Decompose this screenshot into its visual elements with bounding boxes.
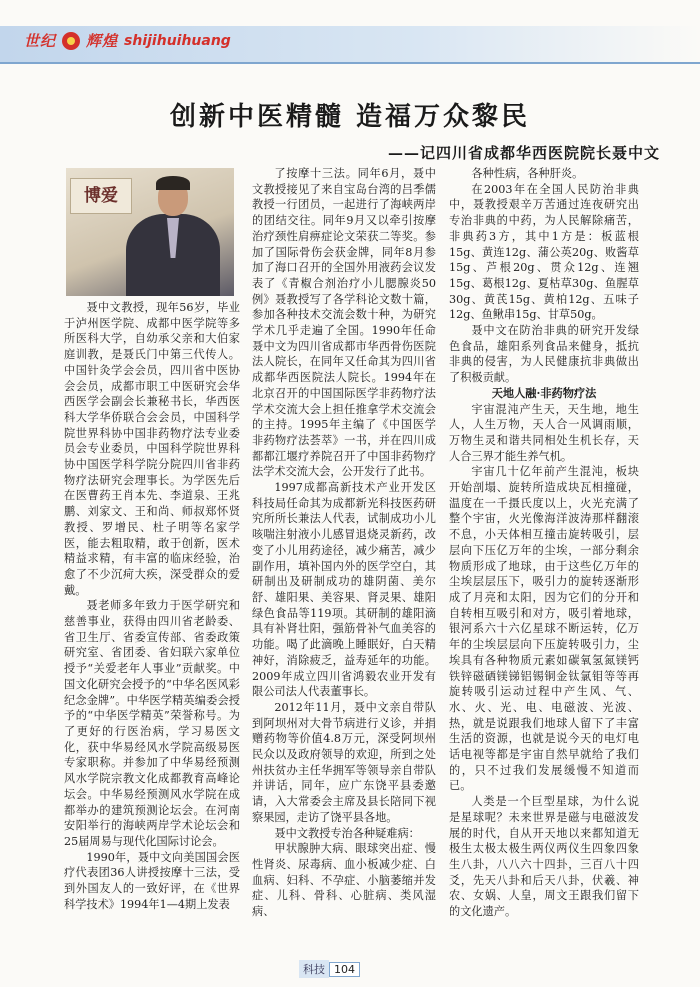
header-left-text: 世纪 — [24, 32, 57, 50]
paragraph: 聂老师多年致力于医学研究和慈善事业，获得由四川省老龄委、省卫生厅、省委宣传部、省委政策研究室、省团委、省妇联六家单位授予“关爱老年人事业”贡献奖。中国文化研究会授予的“中华名医风彩纪念金牌”。中华医学精英编委会授予的“中华医学精英”荣誉称号。为了更好的行医治病，学习易医文化，获中华易经风水学院高级易医专家职称。并参加了中华易经预测风水学院宗教文化成都教育高峰论坛会。中华易经预测风水学院在成都举办的建筑预测论坛会。在河南安阳举行的海峡两岸学术论坛会和25届周易与现代化国际讨论会。 — [64, 599, 240, 848]
paragraph: 聂中文教授，现年56岁，毕业于泸州医学院、成都中医学院等多所医科大学，自幼承父亲和大伯家庭训教，是聂氏门中第三代传人。中国针灸学会会员，四川省中医协会会员，成都市职工中医研究会华西医学会副会长兼秘书长，华西医科大学华侨联合会会员，中国科学院世界科协中国非药物疗法专业委员会专业委员，中国科学院世界科协中国医学科学院分院四川省非药物疗法研究会理事长。为学医先后在医曹药王肖本先、李道泉、王兆鹏、刘家文、王和尚、师叔郑怀贤教授、罗增民、杜子明等名家学医，能去粗取精，敢于创新，医术精益求精，有丰富的临床经验，治愈了不少沉疴大疾，深受群众的爱戴。 — [64, 301, 240, 597]
emblem-icon — [62, 32, 80, 50]
paragraph: 宇宙几十亿年前产生混沌，板块开始剖塌、旋转所造成块瓦相撞碰，温度在一千摄氏度以上，火光充满了整个宇宙，火光像海洋波涛那样翻滚不息，小天体相互撞击旋转吸引，层层向下压亿万年的尘埃，一部分剩余物质形成了地球，由于这些亿万年的尘埃层层压下，吸引力的旋转逐渐形成了月亮和太阳，因为它们的分开和自转相互吸引和对方，吸引着地球，银河系六十六亿星球不断运转，亿万年的尘埃层层向下压旋转吸引力，尘埃具有各种物质元素如碳氧氢氮镁钙铁锌磁硒镁锑铝锡铜金钛氯钼等等再旋转吸引运动过程中产生风、气、水、火、光、电、电磁波、光波、热，就是说跟我们地球人留下了丰富生活的资源，也就是说今天的电灯电话电视等都是宇宙自然早就给了我们的，只不过我们发展缓慢不知道而已。 — [449, 465, 639, 793]
paragraph: 了按摩十三法。同年6月，聂中文教授接见了来自宝岛台湾的吕季儒教授一行团员，一起进行了海峡两岸的团结交往。同年9月又以牵引按摩治疗颈性肩痹症论文荣获二等奖。参加了国际骨伤会获金牌，同年8月参加了海口召开的全国外用液药会议发表了《青椒合剂治疗小儿腮腺炎50例》聂教授写了各学科论文数十篇，参加各种技术交流会数十种，为研究学术几乎走遍了全国。1990年任命聂中文为四川省成都市华西骨伤医院法人院长，在同年又任命其为四川省成都华西医院法人院长。1994年在北京召开的中国国际医学非药物疗法学术交流大会上担任推拿学术交流会的主持。1995年主编了《中国医学非药物疗法荟萃》一书，并在四川成都都江堰疗养院召开了中国非药物疗法学术交流大会，公开发行了此书。 — [252, 167, 436, 479]
paragraph: 1997成都高新技术产业开发区科技局任命其为成都新光科技医药研究所所长兼法人代表，试制成功小儿咳喘注射液小儿感冒退烧灵新药，改变了小儿用药途径，减少痛苦，减少副作用，填补国内外的医学空白，其研制出及研制成功的雄阴菌、美尔舒、雄阳果、美容果、肾灵果、雄阳绿色食品等119项。其研制的雄阳滴具有补肾壮阳，强筋骨补气血美容的功能。喝了此滴晚上睡眠好，白天精神好，消除疲乏，益寿延年的功能。2009年成立四川省鸿毅农业开发有限公司法人代表董事长。 — [252, 481, 436, 699]
footer-label: 科技 — [299, 960, 329, 978]
paragraph: 在2003年在全国人民防治非典中，聂教授艰辛万苦通过连夜研究出专治非典的中药，为人民解除痛苦，非典药3方，其中1方是：板蓝根15g、黄连12g、蒲公英20g、败酱草15g、芦根20g、贯众12g、连翘15g、葛根12g、夏枯草30g、鱼腥草30g、黄芪15g、黄柏12g、五味子12g、鱼鳅串15g、甘草50g。 — [449, 182, 639, 322]
paragraph: 甲状腺肿大病、眼球突出症、慢性肾炎、尿毒病、血小板减少症、白血病、妇科、不孕症、小脑萎缩并发症、儿科、骨科、心脏病、类风湿病、 — [252, 842, 436, 919]
photo-figure-hair — [156, 176, 190, 190]
text-column-1 — [64, 300, 240, 912]
paragraph: 人类是一个巨型星球，为什么说是星球呢？未来世界是磁与电磁波发展的时代，自从开天地以来都知道无极生太极太极生两仪两仪生四象四象生八卦，八八六十四卦，三百八十四爻，先天八卦和后天八卦，伏羲、神农、女娲、人皇，周文王跟我们留下的文化遗产。 — [449, 795, 639, 919]
header-latin-text: shijihuihuang — [124, 32, 231, 49]
text-column-2 — [252, 166, 436, 920]
paragraph: 1990年，聂中文向美国国会医疗代表团36人讲授按摩十三法，受到外国友人的一致好评，在《世界科学技术》1994年1—4期上发表 — [64, 850, 240, 911]
column-header — [24, 30, 231, 51]
page-footer — [299, 960, 360, 978]
article-subtitle: ——记四川省成都华西医院院长聂中文 — [387, 144, 660, 162]
paragraph: 各种性病，各种肝炎。 — [471, 167, 584, 180]
paragraph: 宇宙混沌产生天，天生地，地生人，人生万物，天人合一风调雨顺，万物生灵和谐共同相处生机长存，天人合三界才能生养气机。 — [449, 402, 639, 463]
portrait-photo — [66, 168, 234, 296]
text-column-3 — [449, 166, 639, 920]
article-title: 创新中医精髓 造福万众黎民 — [169, 102, 531, 132]
header-right-text: 辉煌 — [86, 32, 119, 50]
section-heading: 天地人融·非药物疗法 — [491, 385, 597, 400]
paragraph: 聂中文教授专治各种疑难病： — [274, 826, 420, 840]
paragraph: 2012年11月，聂中文亲自带队到阿坝州对大骨节病进行义诊，并捐赠药物等价值4.8万元，深受阿坝州民众以及政府领导的欢迎，所到之处州扶贫办主任华拥军等领导亲自带队并讲话，同年，应广东饶平县委邀请，入大常委会主席及县长陪同下视察果园，走访了饶平县各地。 — [252, 700, 436, 824]
paragraph: 聂中文在防治非典的研究开发绿色食品，雄阳系列食品来健身，抵抗非典的侵害，为人民健康抗非典做出了积极贡献。 — [449, 324, 639, 385]
photo-sign: 博爱 — [70, 178, 132, 214]
page-number: 104 — [329, 962, 360, 977]
